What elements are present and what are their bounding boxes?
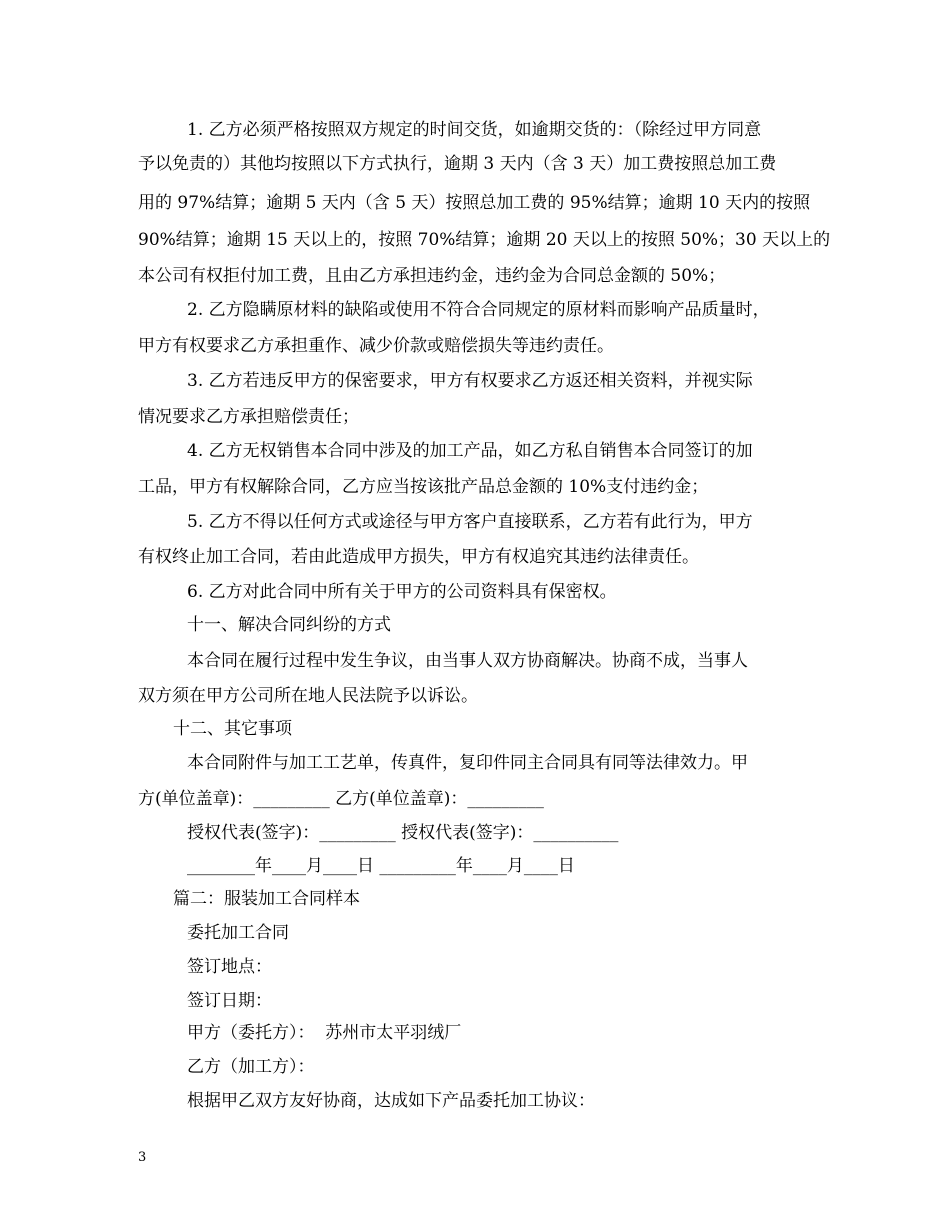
party-b: 乙方（加工方）： (187, 1057, 315, 1077)
signing-date: 签订日期： (187, 991, 272, 1011)
paragraph-clause-5-line-1: 5. 乙方不得以任何方式或途径与甲方客户直接联系，乙方若有此行为，甲方 (187, 512, 753, 532)
paragraph-clause-6: 6. 乙方对此合同中所有关于甲方的公司资料具有保密权。 (187, 582, 617, 602)
contract-title: 委托加工合同 (187, 923, 289, 943)
section-heading-11: 十一、解决合同纠纷的方式 (187, 615, 391, 635)
paragraph-dispute-line-1: 本合同在履行过程中发生争议，由当事人双方协商解决。协商不成，当事人 (187, 651, 748, 671)
paragraph-clause-4-line-2: 工品，甲方有权解除合同，乙方应当按该批产品总金额的 10%支付违约金； (138, 477, 709, 497)
page-number: 3 (138, 1150, 147, 1165)
section-heading-12: 十二、其它事项 (173, 719, 292, 739)
paragraph-clause-5-line-2: 有权终止加工合同，若由此造成甲方损失，甲方有权追究其违约法律责任。 (138, 547, 699, 567)
paragraph-clause-1-line-1: 1. 乙方必须严格按照双方规定的时间交货，如逾期交货的：（除经过甲方同意 (187, 120, 762, 140)
paragraph-clause-1-line-3: 用的 97%结算；逾期 5 天内（含 5 天）按照总加工费的 95%结算；逾期 10 天内的按照 (138, 193, 811, 213)
paragraph-clause-2-line-2: 甲方有权要求乙方承担重作、减少价款或赔偿损失等违约责任。 (138, 336, 614, 356)
paragraph-clause-3-line-1: 3. 乙方若违反甲方的保密要求，甲方有权要求乙方返还相关资料，并视实际 (187, 371, 753, 391)
agreement-intro: 根据甲乙双方友好协商，达成如下产品委托加工协议： (187, 1091, 595, 1111)
paragraph-other-line-1: 本合同附件与加工工艺单，传真件，复印件同主合同具有同等法律效力。甲 (187, 753, 748, 773)
paragraph-clause-1-line-2: 予以免责的）其他均按照以下方式执行，逾期 3 天内（含 3 天）加工费按照总加工费 (138, 154, 777, 174)
chapter-heading-part-2: 篇二：服装加工合同样本 (173, 889, 360, 909)
signature-representative-line: 授权代表(签字)：_________ 授权代表(签字)：__________ (187, 823, 619, 843)
party-a: 甲方（委托方）： 苏州市太平羽绒厂 (187, 1023, 462, 1043)
paragraph-clause-1-line-4: 90%结算；逾期 15 天以上的，按照 70%结算；逾期 20 天以上的按照 50%；30 天以上的 (138, 230, 831, 250)
paragraph-clause-3-line-2: 情况要求乙方承担赔偿责任； (138, 407, 359, 427)
paragraph-clause-4-line-1: 4. 乙方无权销售本合同中涉及的加工产品，如乙方私自销售本合同签订的加 (187, 441, 753, 461)
signature-seal-line: 方(单位盖章)：_________ 乙方(单位盖章)：_________ (138, 789, 544, 809)
paragraph-clause-1-line-5: 本公司有权拒付加工费，且由乙方承担违约金，违约金为合同总金额的 50%； (138, 266, 726, 286)
paragraph-dispute-line-2: 双方须在甲方公司所在地人民法院予以诉讼。 (138, 686, 478, 706)
signing-place: 签订地点： (187, 957, 272, 977)
signature-date-line: ________年____月____日 _________年____月____日 (187, 856, 575, 876)
paragraph-clause-2-line-1: 2. 乙方隐瞒原材料的缺陷或使用不符合合同规定的原材料而影响产品质量时， (187, 300, 770, 320)
